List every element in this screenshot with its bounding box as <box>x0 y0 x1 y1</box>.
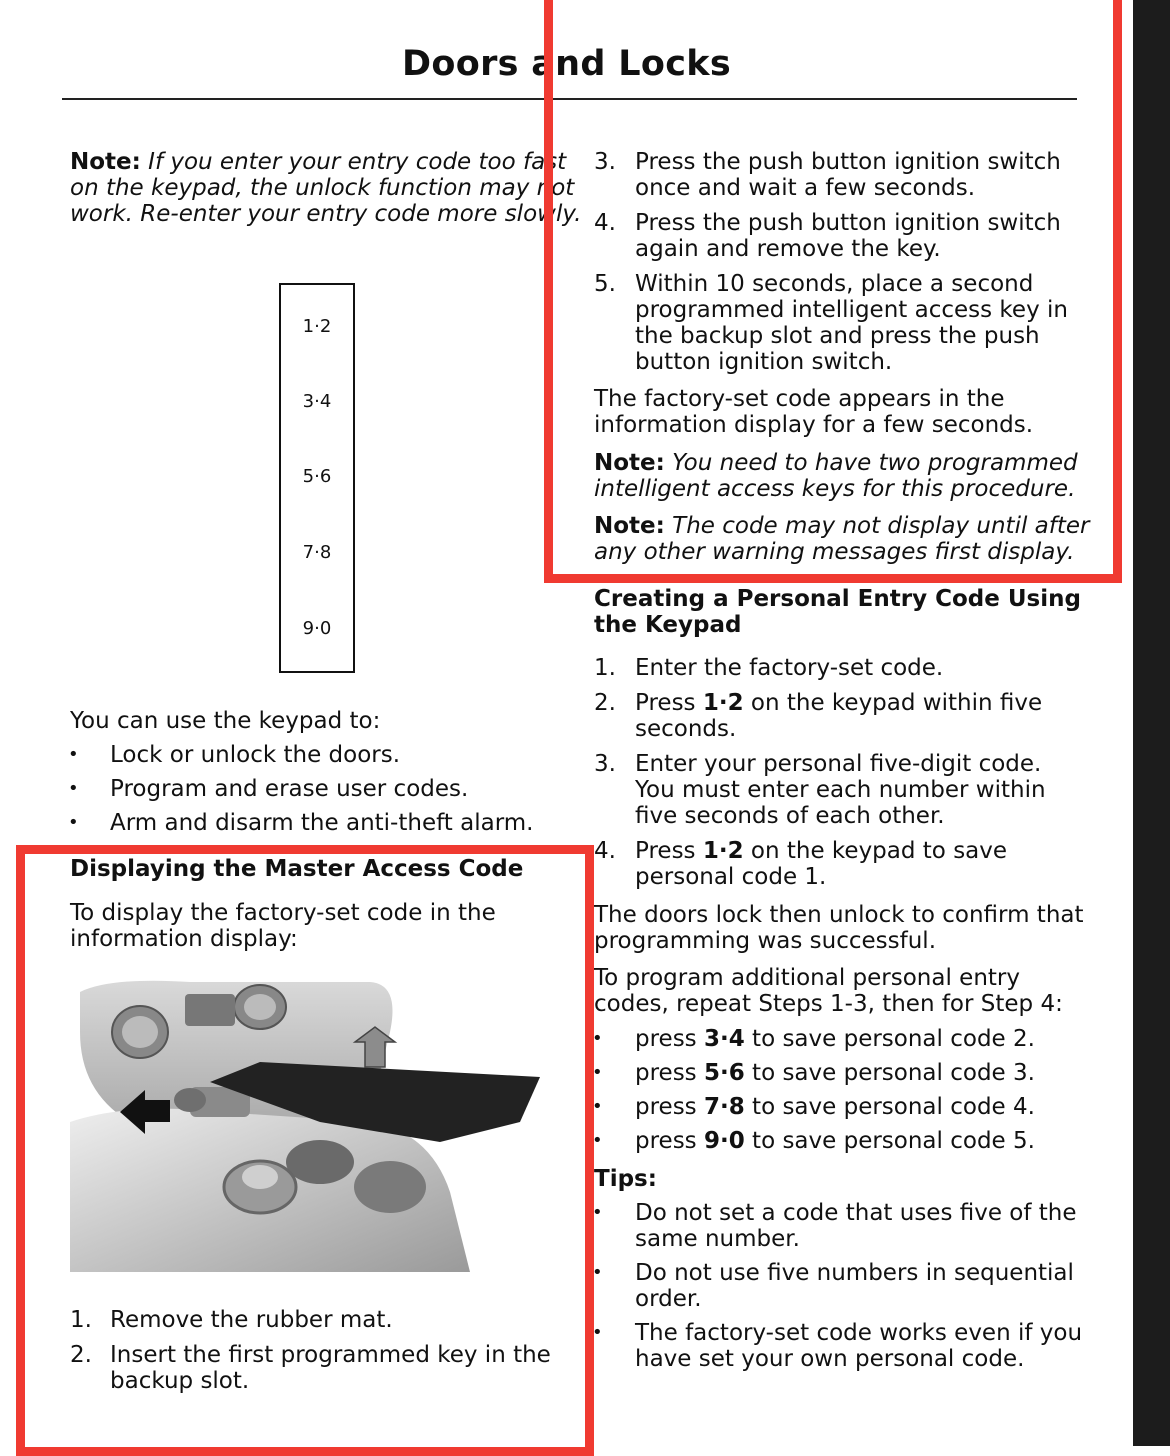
step-text: the backup slot and press the push <box>635 323 1040 349</box>
note-label: Note: <box>70 149 141 175</box>
additional-intro: To program additional personal entry <box>594 965 1020 991</box>
keypad-diagram <box>279 283 355 673</box>
note-text: If you enter your entry code too fast <box>148 149 567 175</box>
bullet-icon: • <box>68 812 79 833</box>
note-text: work. Re-enter your entry code more slowly. <box>70 201 582 227</box>
highlight-box-bottom-left <box>16 845 594 1456</box>
step-number: 3. <box>594 751 616 777</box>
master-intro: information display: <box>70 926 298 952</box>
step-text: Within 10 seconds, place a second <box>635 271 1034 297</box>
bullet-icon: • <box>68 744 79 765</box>
note-label: Note: <box>594 513 665 539</box>
key-label: 7·8 <box>703 1094 745 1120</box>
bullet-icon: • <box>592 1096 603 1117</box>
bullet-icon: • <box>592 1262 603 1283</box>
note-text: any other warning messages first display. <box>594 539 1075 565</box>
step-text: personal code 1. <box>635 864 827 890</box>
additional-intro: codes, repeat Steps 1-3, then for Step 4: <box>594 991 1063 1017</box>
step-number: 5. <box>594 271 616 297</box>
step-text: once and wait a few seconds. <box>635 175 976 201</box>
step-text: Enter the factory-set code. <box>635 655 944 681</box>
step-number: 2. <box>594 690 616 716</box>
master-code-heading: Displaying the Master Access Code <box>70 856 524 882</box>
note-label: Note: <box>594 450 665 476</box>
list-item: press 5·6 to save personal code 3. <box>635 1060 1035 1086</box>
confirm-text: The doors lock then unlock to confirm that <box>594 902 1084 928</box>
list-item: press 7·8 to save personal code 4. <box>635 1094 1035 1120</box>
step-text: backup slot. <box>110 1368 250 1394</box>
step-number: 4. <box>594 210 616 236</box>
scrollbar[interactable] <box>1133 0 1170 1446</box>
keypad-key: 3·4 <box>302 391 332 412</box>
key-label: 1·2 <box>702 690 744 716</box>
step-number: 1. <box>594 655 616 681</box>
step-text: Press the push button ignition switch <box>635 210 1061 236</box>
step-number: 4. <box>594 838 616 864</box>
list-item: Arm and disarm the anti-theft alarm. <box>110 810 534 836</box>
note-text: You need to have two programmed <box>672 450 1078 476</box>
step-number: 1. <box>70 1307 92 1333</box>
keypad-intro: You can use the keypad to: <box>70 708 381 734</box>
keypad-key: 1·2 <box>302 316 332 337</box>
bullet-icon: • <box>592 1202 603 1223</box>
key-label: 9·0 <box>703 1128 745 1154</box>
step-text: Remove the rubber mat. <box>110 1307 393 1333</box>
step-text: Insert the first programmed key in the <box>110 1342 551 1368</box>
bullet-icon: • <box>592 1062 603 1083</box>
confirm-text: programming was successful. <box>594 928 937 954</box>
bullet-icon: • <box>592 1028 603 1049</box>
master-intro: To display the factory-set code in the <box>70 900 496 926</box>
key-label: 1·2 <box>702 838 744 864</box>
step-number: 2. <box>70 1342 92 1368</box>
tips-heading: Tips: <box>594 1166 657 1192</box>
list-item: same number. <box>635 1226 800 1252</box>
step-text: seconds. <box>635 716 737 742</box>
step-text: Press the push button ignition switch <box>635 149 1061 175</box>
bullet-icon: • <box>68 778 79 799</box>
personal-code-heading: Creating a Personal Entry Code Using <box>594 586 1081 612</box>
list-item: Do not use five numbers in sequential <box>635 1260 1074 1286</box>
step-text: five seconds of each other. <box>635 803 945 829</box>
keypad-key: 5·6 <box>302 466 332 487</box>
keypad-key: 7·8 <box>302 542 332 563</box>
personal-code-heading: the Keypad <box>594 612 742 638</box>
list-item: Lock or unlock the doors. <box>110 742 401 768</box>
factory-code-text: information display for a few seconds. <box>594 412 1034 438</box>
step-number: 3. <box>594 149 616 175</box>
list-item: have set your own personal code. <box>635 1346 1025 1372</box>
step-text: Enter your personal five-digit code. <box>635 751 1042 777</box>
list-item: order. <box>635 1286 702 1312</box>
step-text: Press 1·2 on the keypad within five <box>635 690 1043 716</box>
step-text: programmed intelligent access key in <box>635 297 1068 323</box>
step-text: again and remove the key. <box>635 236 941 262</box>
step-text: You must enter each number within <box>635 777 1046 803</box>
note-text: on the keypad, the unlock function may not <box>70 175 575 201</box>
bullet-icon: • <box>592 1322 603 1343</box>
keypad-key: 9·0 <box>302 618 332 639</box>
note-text: intelligent access keys for this procedure. <box>594 476 1076 502</box>
step-text: Press 1·2 on the keypad to save <box>635 838 1008 864</box>
list-item: The factory-set code works even if you <box>635 1320 1083 1346</box>
list-item: Do not set a code that uses five of the <box>635 1200 1077 1226</box>
page-title: Doors and Locks <box>402 44 731 84</box>
step-text: button ignition switch. <box>635 349 893 375</box>
highlight-box-top-right <box>544 0 1122 583</box>
bullet-icon: • <box>592 1130 603 1151</box>
list-item: press 9·0 to save personal code 5. <box>635 1128 1035 1154</box>
list-item: press 3·4 to save personal code 2. <box>635 1026 1035 1052</box>
factory-code-text: The factory-set code appears in the <box>594 386 1005 412</box>
key-label: 3·4 <box>703 1026 745 1052</box>
key-label: 5·6 <box>703 1060 745 1086</box>
list-item: Program and erase user codes. <box>110 776 469 802</box>
note-text: The code may not display until after <box>672 513 1090 539</box>
